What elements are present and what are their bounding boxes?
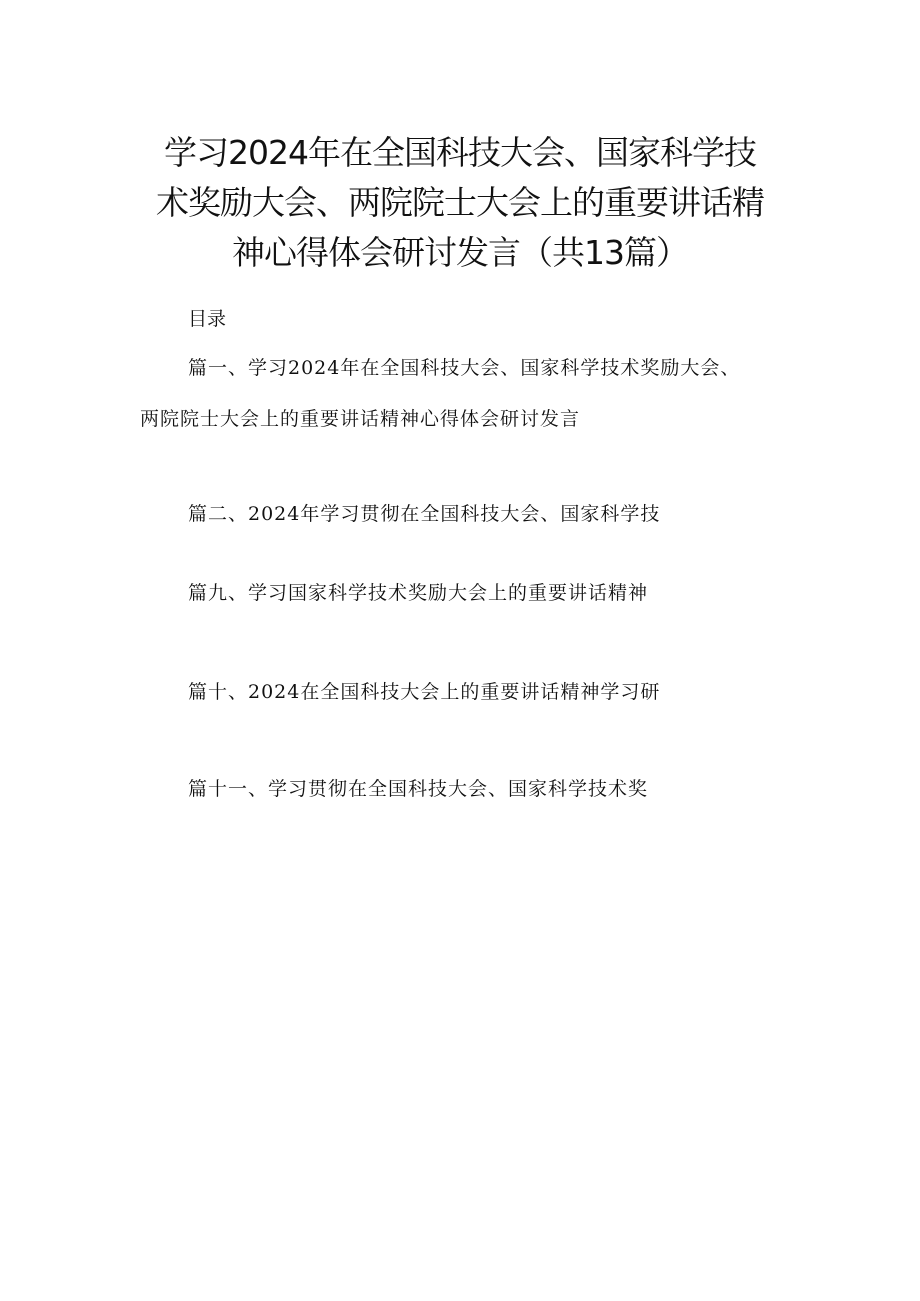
title-line-2: 术奖励大会、两院院士大会上的重要讲话精 xyxy=(156,183,764,222)
toc-entry-9: 篇九、学习国家科学技术奖励大会上的重要讲话精神 xyxy=(188,582,649,604)
toc-entry-1-continuation: 两院院士大会上的重要讲话精神心得体会研讨发言 xyxy=(140,408,581,430)
toc-entry-10: 篇十、2024在全国科技大会上的重要讲话精神学习研 xyxy=(188,681,661,703)
document-title xyxy=(100,128,820,278)
title-line-3: 神心得体会研讨发言（共13篇） xyxy=(232,233,688,272)
toc-entry-2: 篇二、2024年学习贯彻在全国科技大会、国家科学技 xyxy=(188,503,661,525)
toc-entry-11: 篇十一、学习贯彻在全国科技大会、国家科学技术奖 xyxy=(188,778,649,800)
toc-entry-1: 篇一、学习2024年在全国科技大会、国家科学技术奖励大会、 xyxy=(188,357,741,379)
title-line-1: 学习2024年在全国科技大会、国家科学技 xyxy=(164,133,756,172)
toc-heading: 目录 xyxy=(188,308,227,330)
